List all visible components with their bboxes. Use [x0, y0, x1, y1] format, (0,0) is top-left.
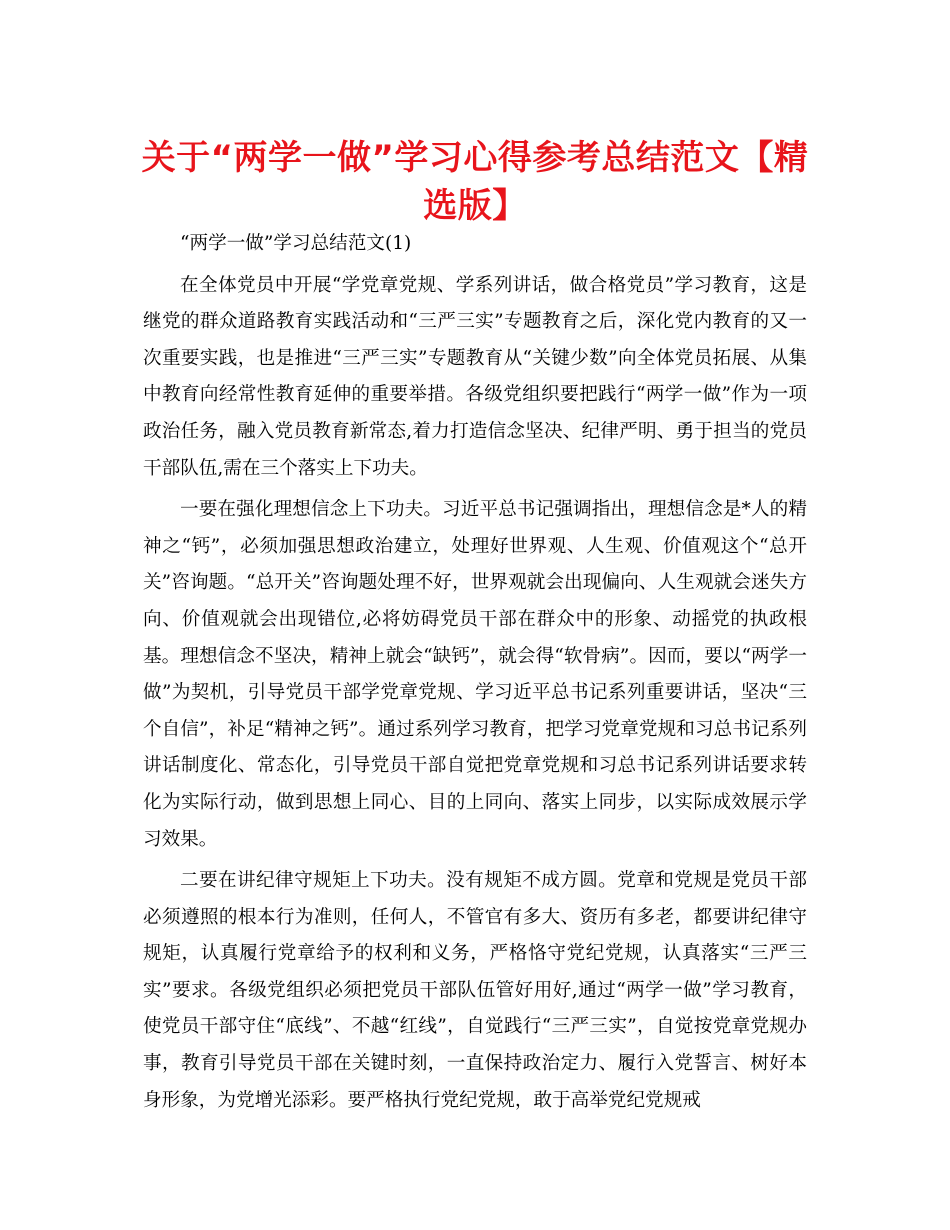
document-title: 关于“两学一做”学习心得参考总结范文【精选版】 — [141, 138, 809, 226]
paragraph-1: 在全体党员中开展“学党章党规、学系列讲话，做合格党员”学习教育，这是继党的群众道路教育实践活动和“三严三实”专题教育之后，深化党内教育的又一次重要实践，也是推进“三严三实”专题教育从“关键少数”向全体党员拓展、从集中教育向经常性教育延伸的重要举措。各级党组织要把践行“两学一做”作为一项政治任务，融入党员教育新常态,着力打造信念坚决、纪律严明、勇于担当的党员干部队伍,需在三个落实上下功夫。 — [143, 274, 807, 479]
document-subtitle: “两学一做”学习总结范文(1) — [180, 233, 412, 254]
paragraph-3: 二要在讲纪律守规矩上下功夫。没有规矩不成方圆。党章和党规是党员干部必须遵照的根本行为准则，任何人，不管官有多大、资历有多老，都要讲纪律守规矩，认真履行党章给予的权利和义务，严格恪守党纪党规，认真落实“三严三实”要求。各级党组织必须把党员干部队伍管好用好,通过“两学一做”学习教育，使党员干部守住“底线”、不越“红线”，自觉践行“三严三实”，自觉按党章党规办事，教育引导党员干部在关键时刻，一直保持政治定力、履行入党誓言、树好本身形象，为党增光添彩。要严格执行党纪党规，敢于高举党纪党规戒 — [143, 870, 807, 1111]
document-body — [143, 226, 807, 1119]
paragraph-2: 一要在强化理想信念上下功夫。习近平总书记强调指出，理想信念是*人的精神之“钙”，必须加强思想政治建立，处理好世界观、人生观、价值观这个“总开关”咨询题。“总开关”咨询题处理不好，世界观就会出现偏向、人生观就会迷失方向、价值观就会出现错位,必将妨碍党员干部在群众中的形象、动摇党的执政根基。理想信念不坚决，精神上就会“缺钙”，就会得“软骨病”。因而，要以“两学一做”为契机，引导党员干部学党章党规、学习近平总书记系列重要讲话，坚决“三个自信”，补足“精神之钙”。通过系列学习教育，把学习党章党规和习总书记系列讲话制度化、常态化，引导党员干部自觉把党章党规和习总书记系列讲话要求转化为实际行动，做到思想上同心、目的上同向、落实上同步，以实际成效展示学习效果。 — [143, 499, 807, 850]
